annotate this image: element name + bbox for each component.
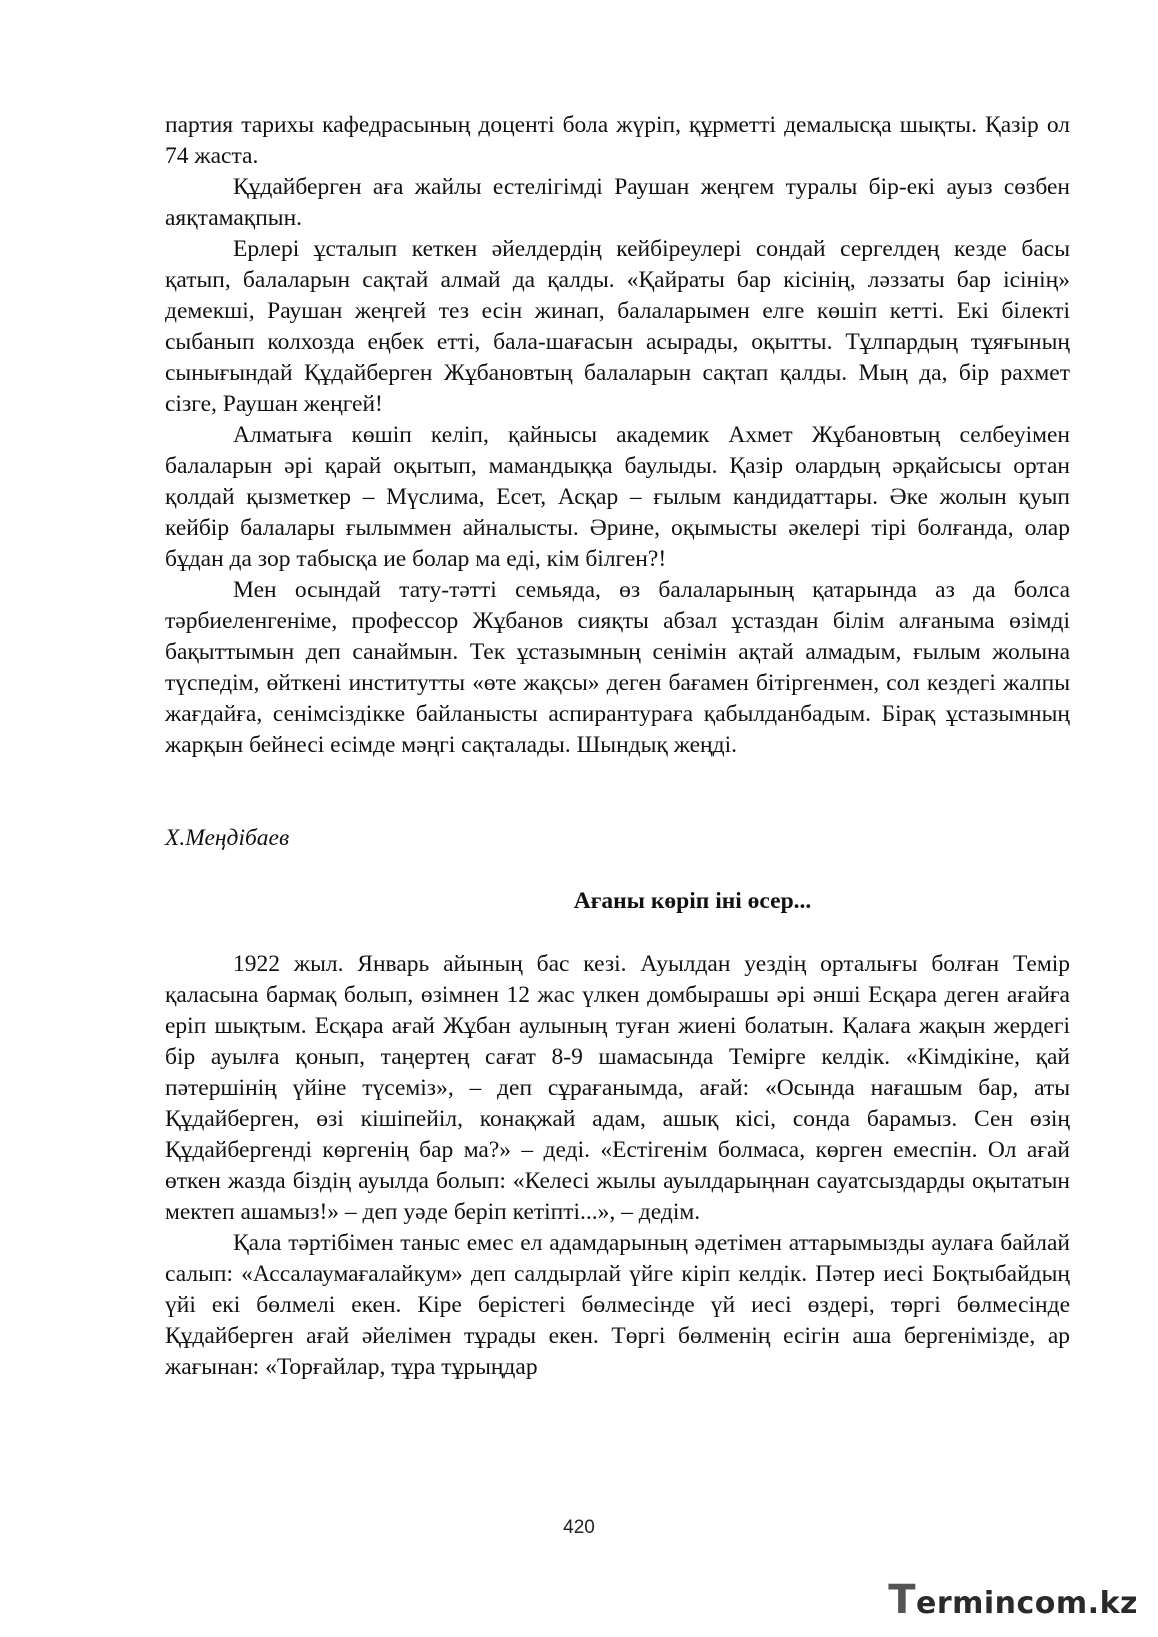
- paragraph-5: Мен осындай тату-тәтті семьяда, өз балаларының қатарында аз да болса тәрбиеленгеніме, профессор Жұбанов сияқты абзал ұстаздан білім алғаныма өзімді бақыттымын деп санаймын. Тек ұстазымның сенімін ақтай алмадым, ғылым жолына түспедім, өйткені институтты «өте жақсы» деген бағамен бітіргенмен, сол кездегі жалпы жағдайға, сенімсіздікке байланысты аспирантураға қабылданбадым. Бірақ ұстазымның жарқын бейнесі есімде мәңгі сақталады. Шындық жеңді.: [165, 577, 1070, 758]
- page-body: [165, 110, 1070, 1383]
- paragraph-2: Құдайберген аға жайлы естелігімді Раушан жеңгем туралы бір-екі ауыз сөзбен аяқтамақпын.: [165, 174, 1070, 231]
- paragraph-4: Алматыға көшіп келіп, қайнысы академик Ахмет Жұбановтың селбеуімен балаларын әрі қарай оқытып, мамандыққа баулыды. Қазір олардың әрқайсысы ортан қолдай қызметкер – Мүслима, Есет, Асқар – ғылым кандидаттары. Әке жолын қуып кейбір балалары ғылыммен айналысты. Әрине, оқымысты әкелері тірі болғанда, олар бұдан да зор табысқа ие болар ма еді, кім білген?!: [165, 422, 1070, 572]
- paragraph-6: 1922 жыл. Январь айының бас кезі. Ауылдан уездің орталығы болған Темір қаласына бармақ болып, өзімнен 12 жас үлкен домбырашы әрі әнші Есқара деген ағайға еріп шықтым. Есқара ағай Жұбан аулының туған жиені болатын. Қалаға жақын жердегі бір ауылға қонып, таңертең сағат 8-9 шамасында Темірге келдік. «Кімдікіне, қай пәтершінің үйіне түсеміз», – деп сұрағанымда, ағай: «Осында нағашым бар, аты Құдайберген, өзі кішіпейіл, конақжай адам, ашық кісі, сонда барамыз. Сен өзің Құдайбергенді көргенің бар ма?» – деді. «Естігенім болмаса, көрген емеспін. Ол ағай өткен жазда біздің ауылда болып: «Келесі жылы ауылдарыңнан сауатсыздарды оқытатын мектеп ашамыз!» – деп уәде беріп кетіпті...», – дедім.: [165, 951, 1070, 1225]
- watermark-rest: ermincom.kz: [915, 1586, 1138, 1621]
- watermark-first-letter: T: [888, 1577, 916, 1623]
- paragraph-7: Қала тәртібімен таныс емес ел адамдарының әдетімен аттарымызды аулаға байлай салып: «Ассалаумағалайкум» деп салдырлай үйге кіріп келдік. Пәтер иесі Боқтыбайдың үйі екі бөлмелі екен. Кіре берістегі бөлмесінде үй иесі өздері, төргі бөлмесінде Құдайберген ағай әйелімен тұрады екен. Төргі бөлменің есігін аша бергенімізде, ар жағынан: «Торғайлар, тұра тұрыңдар: [165, 1230, 1070, 1380]
- author-signature: Х.Меңдібаев: [165, 825, 290, 851]
- page-number: 420: [563, 1517, 595, 1538]
- paragraph-1: партия тарихы кафедрасының доценті бола жүріп, құрметті демалысқа шықты. Қазір ол 74 жаста.: [165, 112, 1070, 169]
- watermark-logo: [888, 1577, 1138, 1623]
- section-title: Ағаны көріп іні өсер...: [573, 888, 812, 914]
- paragraph-3: Ерлері ұсталып кеткен әйелдердің кейбіреулері сондай сергелдең кезде басы қатып, балаларын сақтай алмай да қалды. «Қайраты бар кісінің, ләззаты бар ісінің» демекші, Раушан жеңгей тез есін жинап, балаларымен елге көшіп кетті. Екі білекті сыбанып колхозда еңбек етті, бала-шағасын асырады, оқытты. Тұлпардың тұяғының сынығындай Құдайберген Жұбановтың балаларын сақтап қалды. Мың да, бір рахмет сізге, Раушан жеңгей!: [165, 236, 1070, 417]
